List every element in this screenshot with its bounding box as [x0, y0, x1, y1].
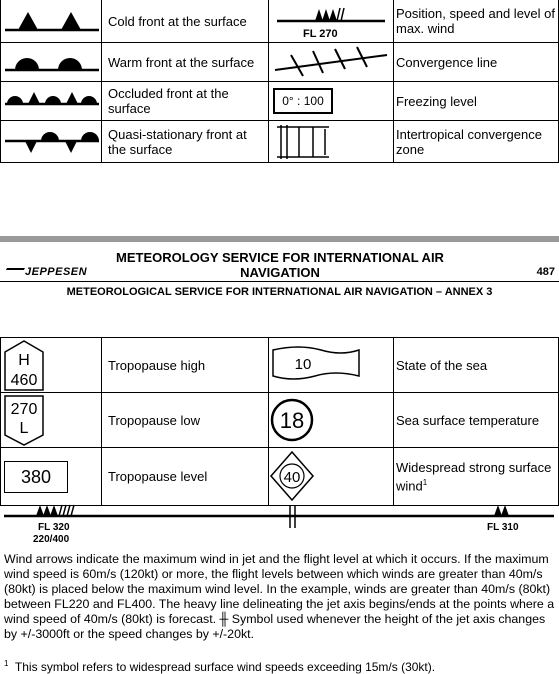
tropopause-low-value: 270 [10, 401, 38, 418]
state-of-sea-value: 10 [294, 356, 312, 373]
convergence-line-icon [269, 43, 394, 82]
right-wind-arrow-icon [494, 505, 509, 516]
max-wind-icon [269, 0, 394, 43]
tropopause-low-letter: L [19, 420, 29, 437]
jet-left-flight-level: FL 320 [38, 522, 70, 533]
table-row [1, 393, 559, 448]
table-row [1, 448, 559, 506]
surface-wind-icon [269, 448, 394, 506]
logo-swoosh-icon [3, 268, 25, 275]
page-number: 487 [536, 266, 555, 278]
table-row [1, 43, 559, 82]
jeppesen-logo [5, 266, 87, 278]
tropopause-high-label: Tropopause high [102, 338, 269, 393]
max-wind-label: Position, speed and level of max. wind [394, 0, 559, 43]
page-header-bar [0, 236, 559, 242]
footnote [4, 657, 556, 674]
footnote-ref: 1 [422, 477, 428, 487]
quasi-stationary-front-label: Quasi-stationary front at the surface [102, 121, 269, 163]
tropopause-level-label: Tropopause level [102, 448, 269, 506]
freezing-level-box: 0° : 100 [273, 88, 333, 114]
warm-front-label: Warm front at the surface [102, 43, 269, 82]
cold-front-label: Cold front at the surface [102, 0, 269, 43]
itcz-icon [269, 121, 394, 163]
logo-text: JEPPESEN [25, 266, 88, 278]
surface-wind-label-text: Widespread strong surface wind [396, 459, 552, 494]
sea-temperature-icon [269, 393, 394, 448]
occluded-front-label: Occluded front at the surface [102, 82, 269, 121]
quasi-stationary-front-icon [1, 121, 102, 163]
surface-wind-value: 40 [283, 469, 301, 486]
freezing-level-label: Freezing level [394, 82, 559, 121]
page-subtitle: METEOROLOGICAL SERVICE FOR INTERNATIONAL AIR NAVIGATION – ANNEX 3 [66, 286, 493, 298]
freezing-level-icon [269, 82, 394, 121]
left-wind-arrow-icon [36, 505, 74, 516]
footnote-text: This symbol refers to widespread surface wind speeds exceeding 15m/s (30kt). [14, 660, 436, 674]
cold-front-icon [1, 0, 102, 43]
sea-temperature-value: 18 [279, 408, 305, 433]
tropopause-high-value: 460 [10, 372, 38, 389]
tropopause-low-label: Tropopause low [102, 393, 269, 448]
page-title: METEOROLOGY SERVICE FOR INTERNATIONAL AIR NAVIGATION [116, 250, 444, 280]
table-row [1, 82, 559, 121]
jet-stream-diagram [0, 500, 559, 550]
state-of-sea-label: State of the sea [394, 338, 559, 393]
jet-right-flight-level: FL 310 [487, 522, 519, 533]
table-row [1, 121, 559, 163]
state-of-sea-icon [269, 338, 394, 393]
occluded-front-icon [1, 82, 102, 121]
jet-explanation-paragraph: Wind arrows indicate the maximum wind in jet and the flight level at which it occurs. If the maximum wind speed is 60m/s (120kt) or more, the flight levels between which winds are greater than 40m/s (80kt) is placed below the maximum wind level. In the example, winds are greater than 40m/s (80kt) between FL220 and FL400. The heavy line delineating the jet axis begins/ends at the points where a wind speed of 40m/s (80kt) is forecast. ╫ Symbol used whenever the height of the jet axis changes by +/-3000ft or the speed changes by +/-20kt. [4, 552, 555, 641]
convergence-line-label: Convergence line [394, 43, 559, 82]
symbol-table-bottom [0, 337, 559, 506]
table-row [1, 0, 559, 43]
tropopause-high-letter: H [18, 352, 30, 369]
warm-front-icon [1, 43, 102, 82]
footnote-marker: 1 [4, 659, 9, 668]
header-rule [0, 281, 559, 282]
tropopause-high-icon [1, 338, 102, 393]
max-wind-level-text: FL 270 [303, 28, 338, 40]
sea-temperature-label: Sea surface temperature [394, 393, 559, 448]
tropopause-level-icon [1, 448, 102, 506]
itcz-label: Intertropical convergence zone [394, 121, 559, 163]
tropopause-level-box: 380 [4, 461, 68, 493]
jet-left-range: 220/400 [33, 534, 70, 545]
table-row [1, 338, 559, 393]
symbol-table-top [0, 0, 559, 163]
surface-wind-label [394, 448, 559, 506]
tropopause-low-icon [1, 393, 102, 448]
